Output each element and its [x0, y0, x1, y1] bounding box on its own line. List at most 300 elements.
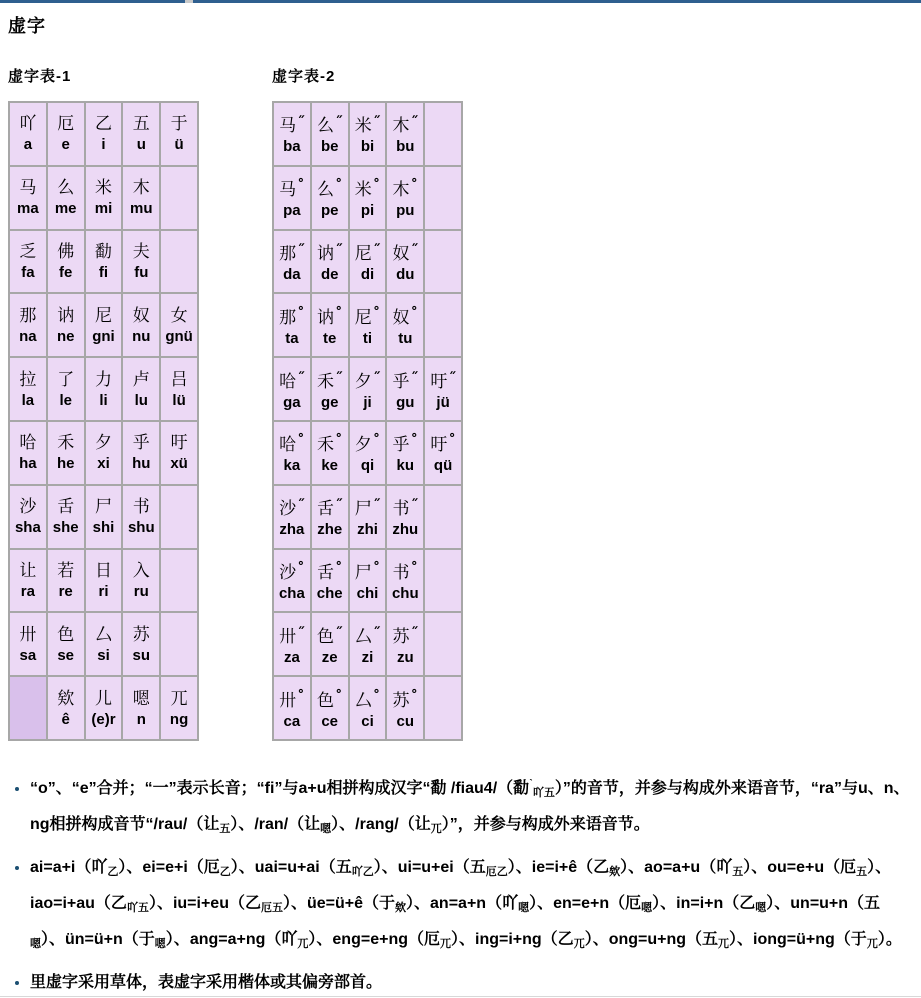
- voicing-mark: ˝: [410, 240, 419, 259]
- cell-romanization: fe: [59, 263, 73, 281]
- cell-hanzi: 卢: [132, 369, 150, 390]
- cell-hanzi: 吖: [19, 114, 37, 135]
- cell-romanization: ga: [283, 393, 301, 411]
- note-subscript: 五: [856, 865, 868, 878]
- cell-romanization: ne: [56, 327, 75, 345]
- voicing-mark: ˝: [372, 240, 381, 259]
- note-subscript: 嗯: [755, 901, 767, 914]
- table-cell: [161, 422, 197, 484]
- note-subscript: 嗯: [518, 901, 530, 914]
- cell-romanization: ma: [17, 200, 39, 218]
- cell-hanzi: 么˚: [316, 177, 343, 201]
- cell-hanzi: 厶˝: [354, 623, 381, 647]
- cell-romanization: fu: [134, 263, 149, 281]
- table-cell: [387, 231, 423, 293]
- cell-romanization: la: [21, 391, 35, 409]
- table-cell: [350, 486, 386, 548]
- notes-list: [0, 769, 921, 998]
- cell-hanzi: 尸˝: [354, 496, 381, 520]
- cell-hanzi: 木˝: [392, 113, 419, 137]
- cell-romanization: ke: [321, 457, 339, 475]
- table-cell: [123, 358, 159, 420]
- cell-hanzi: 吁: [170, 433, 188, 454]
- table-cell: [10, 358, 46, 420]
- table-cell: [274, 486, 310, 548]
- table-cell: [387, 486, 423, 548]
- note-subscript: 吖五: [532, 786, 555, 799]
- cell-romanization: zhu: [392, 521, 419, 539]
- cell-hanzi: 了: [57, 369, 75, 390]
- note-subscript: 五: [732, 865, 744, 878]
- table-cell: [48, 677, 84, 739]
- voicing-mark: ˝: [334, 623, 343, 642]
- cell-romanization: pe: [320, 202, 339, 220]
- table-cell: [350, 422, 386, 484]
- note-subscript: 乙: [107, 865, 119, 878]
- cell-hanzi: 苏˝: [392, 623, 419, 647]
- table-cell: [86, 167, 122, 229]
- table-cell: [86, 231, 122, 293]
- voicing-mark: ˚: [334, 687, 343, 706]
- voicing-mark: ˚: [297, 304, 305, 323]
- cell-romanization: ü: [174, 136, 184, 154]
- cell-hanzi: 禾˝: [316, 368, 343, 392]
- cell-hanzi: 吁˚: [430, 432, 456, 456]
- voicing-mark: ˚: [297, 559, 305, 578]
- table-cell: [274, 550, 310, 612]
- cell-romanization: le: [59, 391, 72, 409]
- cell-romanization: ê: [61, 710, 70, 728]
- table-cell: [274, 294, 310, 356]
- voicing-mark: ˚: [297, 432, 305, 451]
- table-cell: [274, 167, 310, 229]
- voicing-mark: ˝: [410, 496, 419, 515]
- voicing-mark: ˝: [372, 368, 381, 387]
- voicing-mark: ˚: [372, 687, 381, 706]
- table-cell: [312, 677, 348, 739]
- table-cell: [86, 677, 122, 739]
- table-cell: [387, 167, 423, 229]
- table-cell: [86, 358, 122, 420]
- cell-hanzi: 乎˚: [392, 432, 419, 456]
- table-cell: [48, 103, 84, 165]
- cell-hanzi: 兀: [170, 688, 188, 709]
- cell-hanzi: 夕: [94, 433, 112, 454]
- cell-hanzi: 五: [132, 114, 150, 135]
- cell-romanization: ru: [133, 582, 149, 600]
- cell-romanization: li: [99, 391, 108, 409]
- table-cell: [123, 422, 159, 484]
- voicing-mark: ˚: [334, 304, 343, 323]
- voicing-mark: ˝: [297, 240, 305, 259]
- voicing-mark: ˝: [297, 368, 305, 387]
- cell-romanization: zi: [361, 648, 374, 666]
- cell-hanzi: 乎˝: [392, 368, 419, 392]
- cell-hanzi: 舌: [57, 497, 75, 518]
- cell-hanzi: 勫: [94, 241, 112, 262]
- cell-romanization: i: [101, 136, 106, 154]
- table-cell: [48, 486, 84, 548]
- table-cell: [86, 422, 122, 484]
- table-cell: [123, 486, 159, 548]
- cell-hanzi: 么: [57, 178, 75, 199]
- cell-hanzi: 禾˚: [316, 432, 343, 456]
- cell-romanization: cu: [396, 712, 415, 730]
- note-item: [30, 769, 915, 845]
- cell-romanization: (e)r: [91, 710, 116, 728]
- cell-romanization: za: [283, 648, 300, 666]
- table-cell: [312, 486, 348, 548]
- cell-romanization: be: [320, 138, 339, 156]
- cell-hanzi: 苏: [132, 624, 150, 645]
- voicing-mark: ˚: [297, 177, 305, 196]
- voicing-mark: ˝: [372, 496, 381, 515]
- cell-hanzi: 尼˚: [354, 304, 381, 328]
- table-cell: [10, 422, 46, 484]
- cell-hanzi: 日: [94, 560, 112, 581]
- cell-romanization: chu: [391, 584, 419, 602]
- table-cell: [161, 677, 197, 739]
- cell-romanization: ti: [362, 329, 373, 347]
- table-cell: [123, 231, 159, 293]
- table-cell: [350, 103, 386, 165]
- voicing-mark: ˝: [297, 496, 305, 515]
- note-text: ）、iu=i+eu（乙: [148, 894, 261, 912]
- note-text: ）、/ran/（让: [230, 815, 321, 833]
- table-cell: [350, 294, 386, 356]
- table-cell: [387, 358, 423, 420]
- note-text: ）、üe=ü+ê（于: [282, 894, 396, 912]
- note-text: ）、ei=e+i（厄: [118, 858, 220, 876]
- cell-romanization: chi: [356, 584, 379, 602]
- table-cell: [161, 103, 197, 165]
- cell-romanization: ci: [361, 712, 374, 730]
- cell-hanzi: 儿: [94, 688, 112, 709]
- cell-romanization: xü: [170, 455, 188, 473]
- note-subscript: 兀: [718, 937, 730, 950]
- cell-romanization: ba: [283, 138, 301, 156]
- cell-hanzi: 书˚: [392, 559, 419, 583]
- cell-hanzi: 马˝: [279, 113, 305, 137]
- note-text: ）。: [877, 930, 902, 948]
- voicing-mark: ˚: [410, 177, 419, 196]
- table-cell: [350, 613, 386, 675]
- table-cell: [425, 486, 461, 548]
- cell-hanzi: 那˚: [279, 304, 305, 328]
- voicing-mark: ˝: [334, 496, 343, 515]
- table-cell: [312, 550, 348, 612]
- voicing-mark: ˚: [410, 559, 419, 578]
- table-cell: [123, 677, 159, 739]
- cell-romanization: lu: [134, 391, 148, 409]
- note-text: ）、eng=e+ng（厄: [308, 930, 440, 948]
- phonetic-table-2: [272, 101, 463, 741]
- cell-romanization: ha: [19, 455, 37, 473]
- cell-romanization: pa: [283, 202, 301, 220]
- cell-romanization: zhi: [357, 521, 378, 539]
- table2-title: 虚字表-2: [272, 68, 336, 85]
- note-subscript: 厄五: [260, 901, 283, 914]
- cell-romanization: ge: [320, 393, 339, 411]
- cell-romanization: da: [283, 265, 301, 283]
- cell-romanization: she: [52, 519, 79, 537]
- cell-hanzi: 讷˚: [316, 304, 343, 328]
- cell-hanzi: 入: [132, 560, 150, 581]
- table-cell: [425, 167, 461, 229]
- cell-hanzi: 哈˝: [279, 368, 305, 392]
- note-text: ）、ing=i+ng（乙: [451, 930, 574, 948]
- cell-romanization: nu: [132, 327, 151, 345]
- cell-romanization: xi: [97, 455, 110, 473]
- table-cell: [123, 103, 159, 165]
- cell-hanzi: 夫: [132, 241, 150, 262]
- note-text: ）”，并参与构成外来语音节。: [441, 815, 650, 833]
- table-cell: [274, 231, 310, 293]
- table-cell: [10, 613, 46, 675]
- cell-romanization: n: [136, 710, 146, 728]
- cell-hanzi: 吕: [170, 369, 188, 390]
- cell-romanization: na: [19, 327, 37, 345]
- cell-romanization: zhe: [317, 521, 343, 539]
- phonetic-table-1: [8, 101, 199, 741]
- cell-hanzi: 沙˚: [279, 559, 305, 583]
- cell-hanzi: 佛: [57, 241, 75, 262]
- cell-hanzi: 厶˚: [354, 687, 381, 711]
- note-subscript: 吖乙: [351, 865, 374, 878]
- voicing-mark: ˝: [334, 368, 343, 387]
- note-text: ）、/rang/（让: [331, 815, 431, 833]
- cell-hanzi: 尸: [94, 497, 112, 518]
- table-cell: [425, 550, 461, 612]
- table-cell: [425, 677, 461, 739]
- cell-romanization: sa: [19, 646, 37, 664]
- cell-hanzi: 卅˚: [279, 687, 305, 711]
- cell-hanzi: 书: [132, 497, 150, 518]
- cell-hanzi: 米: [94, 178, 112, 199]
- cell-romanization: u: [136, 136, 146, 154]
- cell-hanzi: 让: [19, 560, 37, 581]
- page-title: 虚字: [8, 16, 46, 36]
- cell-hanzi: 米˝: [354, 113, 381, 137]
- cell-romanization: sha: [14, 519, 41, 537]
- cell-romanization: shi: [92, 519, 115, 537]
- table-cell: [312, 294, 348, 356]
- note-text: 里虚字采用草体，表虚字采用楷体或其偏旁部首。: [30, 973, 383, 991]
- voicing-mark: ˝: [297, 113, 305, 132]
- table-cell: [10, 486, 46, 548]
- note-text: ）、ie=i+ê（乙: [507, 858, 610, 876]
- table-cell: [312, 422, 348, 484]
- table-cell: [161, 613, 197, 675]
- note-subscript: 厄乙: [485, 865, 508, 878]
- voicing-mark: ˚: [334, 432, 343, 451]
- table-cell: [312, 358, 348, 420]
- cell-romanization: lü: [172, 391, 186, 409]
- voicing-mark: ˝: [410, 113, 419, 132]
- cell-romanization: zu: [396, 648, 414, 666]
- note-text: ）、in=i+n（乙: [652, 894, 756, 912]
- cell-romanization: bi: [360, 138, 375, 156]
- table-cell: [161, 167, 197, 229]
- voicing-mark: ˝: [410, 368, 419, 387]
- cell-romanization: ce: [321, 712, 339, 730]
- note-text: ）、: [406, 894, 431, 912]
- note-text: ）、ou=e+u（厄: [743, 858, 857, 876]
- top-divider: [0, 0, 921, 3]
- cell-romanization: a: [23, 136, 33, 154]
- cell-romanization: shu: [127, 519, 155, 537]
- cell-romanization: ng: [169, 710, 189, 728]
- table-cell: [274, 358, 310, 420]
- cell-hanzi: 哈˚: [279, 432, 305, 456]
- note-text: ）、en=e+n（厄: [529, 894, 642, 912]
- table-cell: [425, 358, 461, 420]
- cell-hanzi: 讷: [57, 305, 75, 326]
- table-cell: [425, 613, 461, 675]
- table-cell: [48, 167, 84, 229]
- table-cell: [161, 486, 197, 548]
- cell-romanization: ku: [396, 457, 415, 475]
- table-cell: [387, 422, 423, 484]
- cell-romanization: gnü: [165, 327, 193, 345]
- cell-hanzi: 木: [132, 178, 150, 199]
- voicing-mark: ˝: [372, 113, 381, 132]
- voicing-mark: ˝: [410, 623, 419, 642]
- cell-hanzi: 那˝: [279, 240, 305, 264]
- table-cell: [425, 294, 461, 356]
- cell-romanization: tu: [398, 329, 413, 347]
- note-subscript: 兀: [430, 822, 442, 835]
- cell-romanization: ta: [285, 329, 299, 347]
- cell-romanization: su: [132, 646, 151, 664]
- voicing-mark: ˚: [334, 177, 343, 196]
- cell-hanzi: 拉: [19, 369, 37, 390]
- table-cell: [387, 677, 423, 739]
- table-cell: [48, 231, 84, 293]
- voicing-mark: ˚: [372, 432, 381, 451]
- cell-hanzi: 舌˝: [316, 496, 343, 520]
- cell-romanization: ka: [283, 457, 301, 475]
- note-subscript: 嗯: [641, 901, 653, 914]
- cell-romanization: fi: [98, 263, 109, 281]
- cell-romanization: ze: [321, 648, 338, 666]
- cell-hanzi: 吁˝: [430, 368, 456, 392]
- table-cell: [86, 550, 122, 612]
- table-cell: [10, 550, 46, 612]
- cell-hanzi: 马: [19, 178, 37, 199]
- cell-romanization: e: [61, 136, 70, 154]
- voicing-mark: ˚: [410, 687, 419, 706]
- table-cell: [274, 103, 310, 165]
- table-cell: [350, 550, 386, 612]
- note-subscript: 兀: [297, 937, 309, 950]
- cell-hanzi: 那: [19, 305, 37, 326]
- voicing-mark: ˚: [372, 559, 381, 578]
- cell-hanzi: 马˚: [279, 177, 305, 201]
- cell-hanzi: 嗯: [132, 688, 150, 709]
- cell-hanzi: 乏: [19, 241, 37, 262]
- cell-romanization: che: [316, 584, 343, 602]
- table-cell: [10, 103, 46, 165]
- cell-hanzi: 女: [170, 305, 188, 326]
- table-cell: [86, 486, 122, 548]
- note-text: ai=a+i（吖: [30, 858, 108, 876]
- table1-section: [8, 65, 199, 741]
- table-cell: [48, 613, 84, 675]
- cell-romanization: bu: [396, 138, 415, 156]
- cell-hanzi: 书˝: [392, 496, 419, 520]
- cell-romanization: he: [56, 455, 75, 473]
- table-cell: [387, 550, 423, 612]
- cell-hanzi: 卅: [19, 624, 37, 645]
- cell-romanization: cha: [278, 584, 305, 602]
- note-text: ）、uai=u+ai（五: [230, 858, 352, 876]
- cell-hanzi: 乙: [94, 114, 112, 135]
- note-subscript: 兀: [440, 937, 451, 950]
- table-cell: [350, 677, 386, 739]
- note-subscript: 欸: [609, 865, 621, 878]
- table-cell: [48, 550, 84, 612]
- cell-hanzi: 力: [94, 369, 112, 390]
- table-cell: [10, 677, 46, 739]
- table-cell: [123, 294, 159, 356]
- cell-hanzi: 木˚: [392, 177, 419, 201]
- note-subscript: 嗯: [30, 937, 41, 950]
- note-text: ）、ui=u+ei（五: [373, 858, 486, 876]
- table-cell: [123, 167, 159, 229]
- voicing-mark: ˝: [372, 623, 381, 642]
- voicing-mark: ˝: [297, 623, 305, 642]
- cell-romanization: se: [57, 646, 75, 664]
- note-text: ang=a+ng（吖: [189, 930, 298, 948]
- cell-hanzi: 欸: [57, 688, 75, 709]
- note-text: ）、: [620, 858, 645, 876]
- table-cell: [312, 231, 348, 293]
- cell-hanzi: 沙: [19, 497, 37, 518]
- voicing-mark: ˚: [334, 559, 343, 578]
- table-cell: [161, 294, 197, 356]
- table-cell: [312, 167, 348, 229]
- table-cell: [350, 358, 386, 420]
- table-cell: [48, 294, 84, 356]
- note-subscript: 嗯: [154, 937, 166, 950]
- cell-hanzi: 苏˚: [392, 687, 419, 711]
- table-cell: [161, 231, 197, 293]
- table-cell: [86, 613, 122, 675]
- cell-hanzi: 夕˚: [354, 432, 381, 456]
- cell-hanzi: 米˚: [354, 177, 381, 201]
- cell-romanization: di: [360, 265, 375, 283]
- note-item: [30, 852, 915, 960]
- cell-hanzi: 于: [170, 114, 188, 135]
- cell-hanzi: 尼: [94, 305, 112, 326]
- table-cell: [312, 613, 348, 675]
- table-cell: [10, 294, 46, 356]
- note-text: ）”的音节，并参与构成外来语音节，“ra”与u、n、ng相拼构成音节“/rau/（让: [30, 779, 910, 833]
- table-cell: [161, 358, 197, 420]
- note-subscript: 嗯: [320, 822, 332, 835]
- note-item: [30, 967, 915, 998]
- table-cell: [161, 550, 197, 612]
- table-cell: [350, 231, 386, 293]
- table1-title: 虚字表-1: [8, 68, 72, 85]
- cell-romanization: re: [58, 582, 73, 600]
- note-superscript: ˋ: [529, 777, 533, 790]
- table-cell: [48, 422, 84, 484]
- cell-romanization: qi: [360, 457, 375, 475]
- cell-hanzi: 么˝: [316, 113, 343, 137]
- cell-romanization: jü: [436, 393, 450, 411]
